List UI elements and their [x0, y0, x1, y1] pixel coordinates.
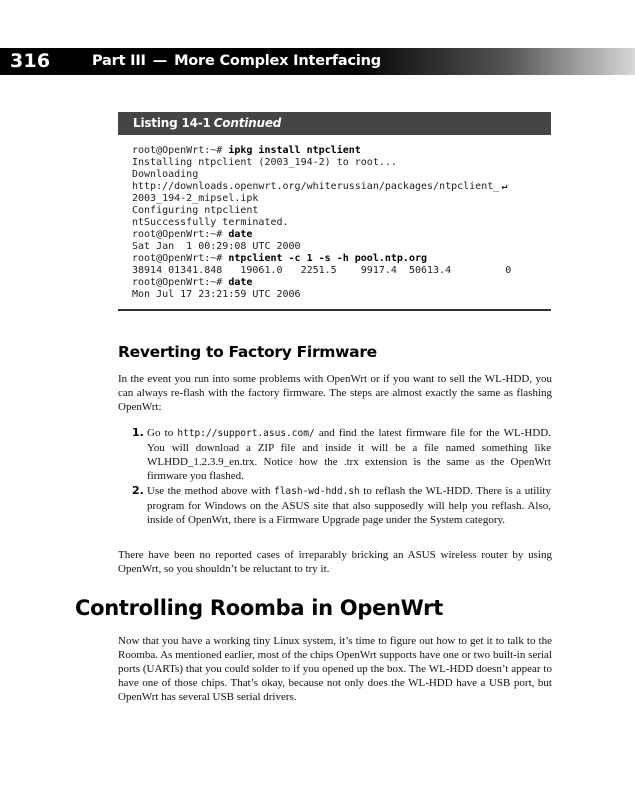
code-line — [132, 205, 547, 217]
section-body-paragraph: Now that you have a working tiny Linux system, it’s time to figure out how to get it to talk to the Roomba. As mentioned earlier, most of the chips OpenWrt supports have one or two built-in serial ports (UARTs) that you could solder to if you opened up the box. The WL-HDD doesn’t appear to have one of those chips. That’s okay, because not only does the WL-HDD have a USB port, but OpenWrt has several USB serial drivers. — [118, 635, 552, 703]
code-line — [132, 289, 547, 301]
running-head — [92, 53, 381, 69]
code-line — [132, 265, 547, 277]
shell-prompt: root@OpenWrt:~# — [132, 253, 229, 264]
code-line — [132, 229, 547, 241]
section-intro-paragraph: In the event you run into some problems with OpenWrt or if you want to sell the WL-HDD, you can always re-flash with the factory firmware. The steps are almost exactly the same as flashing OpenWrt: — [118, 373, 552, 413]
section-heading-controlling-roomba: Controlling Roomba in OpenWrt — [75, 596, 443, 620]
shell-command: date — [228, 229, 253, 240]
section-closing-paragraph: There have been no reported cases of irreparably bricking an ASUS wireless router by using OpenWrt, so you shouldn’t be reluctant to try it. — [118, 549, 552, 575]
code-output: Sat Jan 1 00:29:08 UTC 2000 — [132, 241, 301, 252]
part-label: Part III — [92, 53, 146, 69]
listing-label-suffix: Continued — [213, 116, 282, 130]
chapter-title: More Complex Interfacing — [174, 53, 381, 69]
code-line — [132, 145, 547, 157]
listing-label: Listing 14-1 — [133, 116, 211, 130]
shell-prompt: root@OpenWrt:~# — [132, 277, 229, 288]
code-output: Installing ntpclient (2003_194-2) to root... — [132, 157, 397, 168]
header-separator: — — [152, 53, 168, 69]
shell-command: ntpclient -c 1 -s -h pool.ntp.org — [228, 253, 428, 264]
code-line — [132, 253, 547, 265]
list-item-text: Go to http://support.asus.com/ and find the latest firmware file for the WL-HDD. You will download a ZIP file and inside it will be a file named something like WLHDD_1.2.3.9_en.trx. Notice how the .trx extension is the same as the OpenWrt firmware you flashed. — [147, 427, 552, 482]
code-line — [132, 217, 547, 229]
code-line — [132, 193, 547, 205]
inline-code-url: http://support.asus.com/ — [177, 428, 315, 439]
page-number: 316 — [10, 50, 51, 72]
list-item-number: 2. — [132, 484, 144, 497]
code-line — [132, 277, 547, 289]
code-output: 38914 01341.848 19061.0 2251.5 9917.4 50613.4 0 — [132, 265, 512, 276]
section-heading-reverting: Reverting to Factory Firmware — [118, 343, 377, 361]
code-output: Configuring ntpclient — [132, 205, 259, 216]
code-output: 2003_194-2_mipsel.ipk — [132, 193, 259, 204]
shell-command: date — [228, 277, 253, 288]
code-line — [132, 181, 547, 193]
shell-command: ipkg install ntpclient — [228, 145, 361, 156]
listing-title — [133, 116, 281, 130]
code-listing — [132, 145, 547, 301]
code-output: Downloading — [132, 169, 199, 180]
code-output: http://downloads.openwrt.org/whiterussian/packages/ntpclient_ — [132, 181, 500, 192]
inline-code-script: flash-wd-hdd.sh — [273, 486, 360, 497]
code-output: ntSuccessfully terminated. — [132, 217, 289, 228]
shell-prompt: root@OpenWrt:~# — [132, 229, 229, 240]
shell-prompt: root@OpenWrt:~# — [132, 145, 229, 156]
list-item-text: Use the method above with flash-wd-hdd.sh to reflash the WL-HDD. There is a utility program for Windows on the ASUS site that also supposedly will help you reflash. Also, inside of OpenWrt, there is a Firmware Upgrade page under the System category. — [147, 485, 551, 526]
listing-bottom-rule — [118, 309, 551, 311]
code-line — [132, 157, 547, 169]
list-item-number: 1. — [132, 426, 144, 439]
code-line — [132, 169, 547, 181]
line-continuation-icon: ↵ — [501, 181, 508, 192]
code-output: Mon Jul 17 23:21:59 UTC 2006 — [132, 289, 301, 300]
code-line — [132, 241, 547, 253]
